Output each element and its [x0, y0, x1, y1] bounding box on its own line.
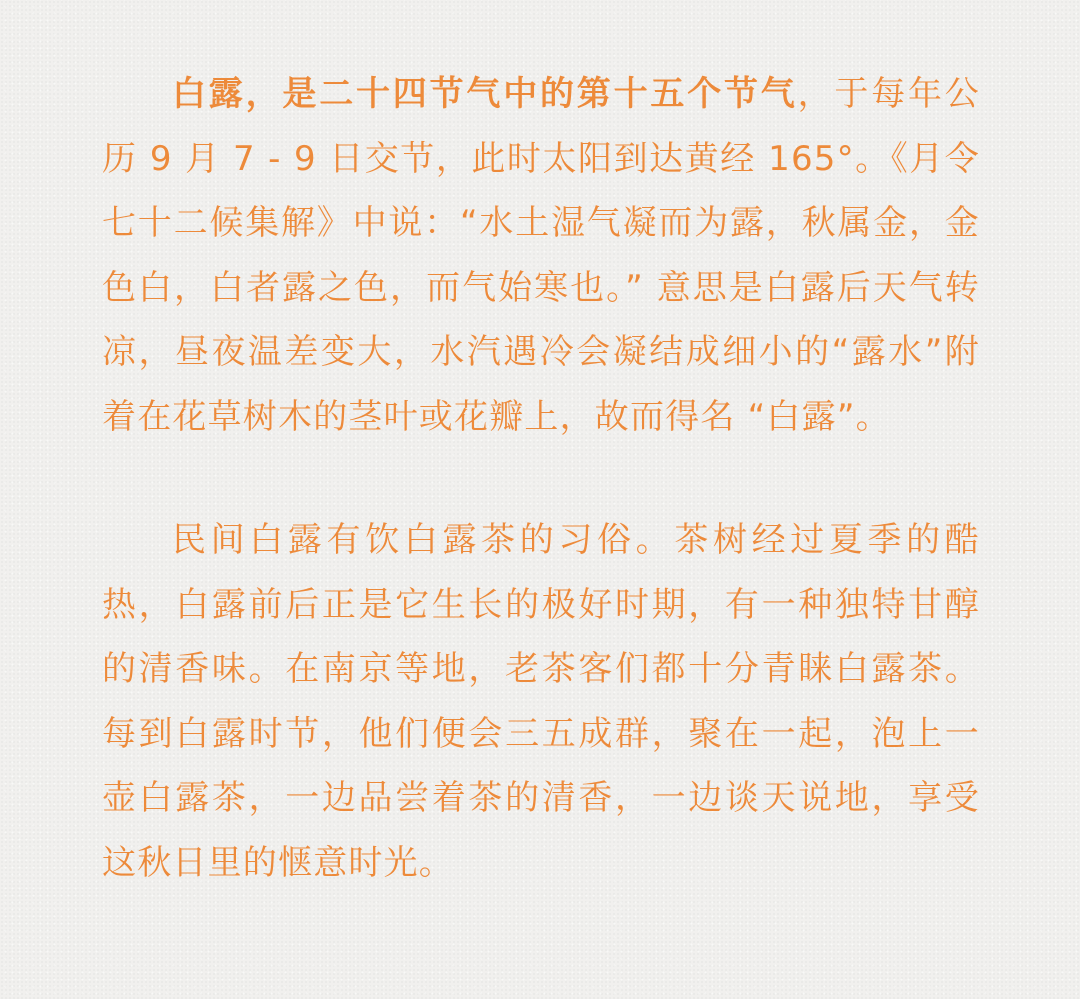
paragraph-bailu-intro	[102, 62, 980, 449]
intro-body: ，于每年公历 9 月 7 - 9 日交节，此时太阳到达黄经 165°。《月令七十二候集解》中说：“水土湿气凝而为露，秋属金，金色白，白者露之色，而气始寒也。” 意思是白露后天气转凉，昼夜温差变大，水汽遇冷会凝结成细小的“露水”附着在花草树木的茎叶或花瓣上，故而得名 “白露”。	[102, 74, 980, 437]
tea-body: 民间白露有饮白露茶的习俗。茶树经过夏季的酷热，白露前后正是它生长的极好时期，有一种独特甘醇的清香味。在南京等地，老茶客们都十分青睐白露茶。每到白露时节，他们便会三五成群，聚在一起，泡上一壶白露茶，一边品尝着茶的清香，一边谈天说地，享受这秋日里的惬意时光。	[102, 520, 980, 883]
intro-lead-bold: 白露，是二十四节气中的第十五个节气	[172, 74, 798, 114]
paragraph-bailu-tea	[102, 508, 980, 895]
